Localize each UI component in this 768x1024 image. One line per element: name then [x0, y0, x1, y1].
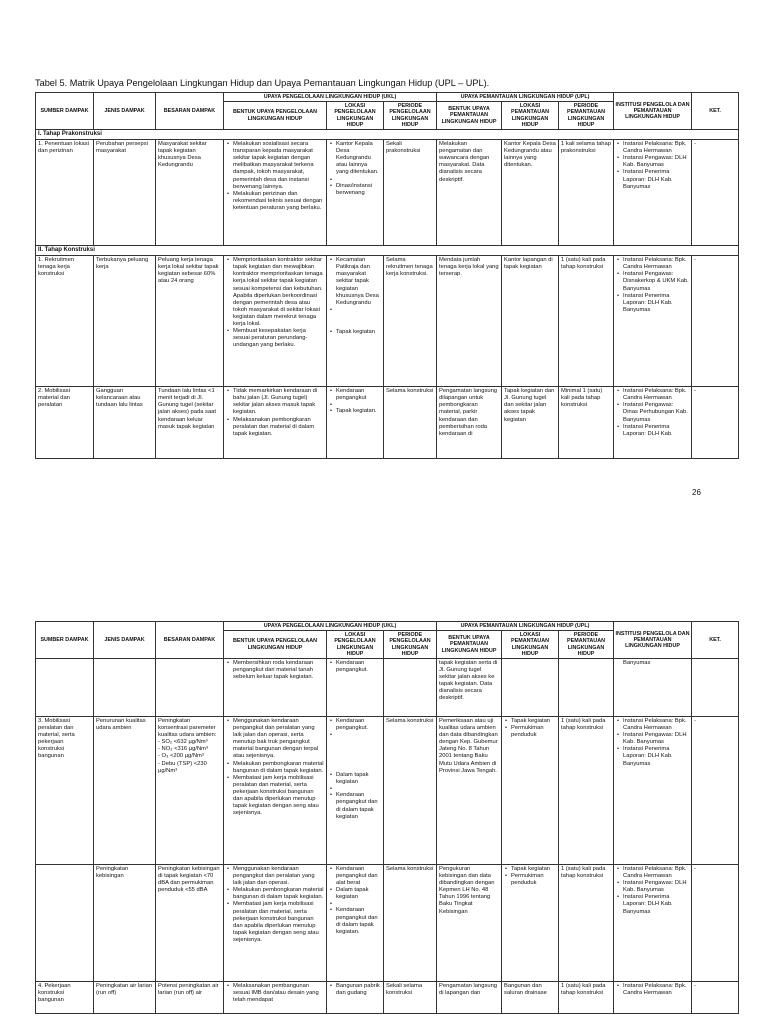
- list-item: • Instansi Pengawas: DLH Kab. Banyumas: [623, 880, 689, 894]
- cell-periode-ukl: Sekali prakonstruksi: [384, 140, 437, 246]
- cell-lokasi-ukl: [327, 717, 384, 865]
- section-row-konstruksi: [36, 246, 739, 256]
- cell-periode-ukl: Selama konstruksi: [384, 865, 437, 982]
- cell-ket: -: [692, 256, 739, 387]
- matrix-table-page-1: [35, 92, 739, 459]
- cell-besaran: Peluang kerja tenaga kerja lokal sekitar tapak kegiatan sebesar 60% atau 24 orang: [156, 256, 224, 387]
- list-item: • Membatasi jam kerja mobilisasi peralatan dan material, serta pekerjaan konstruksi bangunan dan apabila diperlukan menutup tapak kegiatan dengan seng atau sejenisnya.: [233, 775, 324, 818]
- header-lokasi-upl: LOKASI PEMANTAUAN LINGKUNGAN HIDUP: [502, 102, 559, 130]
- header-periode-ukl: PERIODE PENGELOLAAN LINGKUNGAN HIDUP: [384, 102, 437, 130]
- cell-sumber: 4. Pekerjaan konstruksi bangunan: [36, 982, 94, 1014]
- besaran-item: - NO₂ <316 µg/Nm³: [158, 746, 208, 753]
- list-item: • Instansi Penerima Laporan: DLH Kab. Banyumas: [623, 169, 689, 190]
- cell-institusi: [614, 140, 692, 246]
- page-number: 26: [692, 488, 701, 497]
- cell-lokasi-ukl: [327, 865, 384, 982]
- cell-jenis: Terbukanya peluang kerja: [94, 256, 156, 387]
- section-title: I. Tahap Prakonstruksi: [36, 130, 739, 140]
- cell-bentuk-ukl: [224, 982, 327, 1014]
- list-item: • Membatasi jam kerja mobilisasi peralatan dan material, serta pekerjaan konstruksi bangunan dan apabila diperlukan menutup tapak kegiatan dengan seng atau sejenisnya.: [233, 901, 324, 944]
- cell-periode-ukl: Selama konstruksi: [384, 387, 437, 459]
- header-institusi: INSTITUSI PENGELOLA DAN PEMANTAUAN LINGKUNGAN HIDUP: [614, 622, 692, 659]
- cell-besaran: [156, 659, 224, 717]
- cell-lokasi-upl: Bangunan dan saluran drainase: [502, 982, 559, 1014]
- header-ukl-group: UPAYA PENGELOLAAN LINGKUNGAN HIDUP (UKL): [224, 93, 437, 102]
- header-periode-upl: PERIODE PEMANTAUAN LINGKUNGAN HIDUP: [559, 102, 614, 130]
- cell-periode-upl: 1 kali selama tahap prakonstruksi: [559, 140, 614, 246]
- cell-besaran: [156, 717, 224, 865]
- list-item: • Instansi Pengawas: DLH Kab. Banyumas: [623, 155, 689, 169]
- header-jenis-dampak: JENIS DAMPAK: [94, 93, 156, 130]
- cell-lokasi-upl: [502, 865, 559, 982]
- list-item: • Tapak kegiatan: [511, 866, 556, 873]
- list-item: • Instansi Pengawas: DLH Kab. Banyumas: [623, 732, 689, 746]
- header-lokasi-ukl: LOKASI PENGELOLAAN LINGKUNGAN HIDUP: [327, 631, 384, 659]
- list-item: • Menggunakan kendaraan pengangkut dan peralatan yang laik jalan dan operasi.: [233, 866, 324, 887]
- cell-periode-ukl: Selama konstruksi: [384, 717, 437, 865]
- institusi-text: Banyumas: [623, 660, 651, 666]
- cell-bentuk-upl: Melakukan pengamatan dan wawancara dengan masyarakat. Data dianalisis secara deskriptif.: [437, 140, 502, 246]
- list-item: • Membuat kesepakatan kerja sesuai peraturan perundang-undangan yang berlaku.: [233, 328, 324, 349]
- cell-jenis: [94, 659, 156, 717]
- cell-lokasi-ukl: [327, 387, 384, 459]
- list-item: • Dalam tapak kegiatan: [336, 772, 381, 786]
- table-row: [36, 256, 739, 387]
- table-caption: Tabel 5. Matrik Upaya Pengelolaan Lingkungan Hidup dan Upaya Pemantauan Lingkungan Hidup (UPL – UPL).: [35, 78, 490, 88]
- list-item: • Membersihkan roda kendaraan pengangkut dari material tanah sebelum keluar tapak kegiatan.: [233, 660, 324, 681]
- list-item: • Instansi Pelaksana: Bpk. Candra Hermawan: [623, 718, 689, 732]
- cell-sumber: 3. Mobilisasi peralatan dan material, serta pekerjaan konstruksi bangunan: [36, 717, 94, 865]
- list-item: • Permukiman penduduk: [511, 873, 556, 887]
- list-item: • Melakukan sosialisasi secara transparan kepada masyarakat sekitar tapak kegiatan dengan melibatkan masyarakat terkena dampak, tokoh masyarakat, pemerintah desa dan instansi berwenang lainnya.: [233, 141, 324, 191]
- cell-besaran: Masyarakat sekitar tapak kegiatan khususnya Desa Kedungrandu: [156, 140, 224, 246]
- cell-bentuk-upl: tapak kegiatan serta di Jl. Gunung tugel sekitar jalan akses ke tapak kegiatan. Data dianalisis secara deskriptif.: [437, 659, 502, 717]
- header-lokasi-upl: LOKASI PEMANTAUAN LINGKUNGAN HIDUP: [502, 631, 559, 659]
- section-row-prakonstruksi: [36, 130, 739, 140]
- list-item: • Tapak kegiatan: [336, 329, 381, 336]
- list-item: • Kendaraan pengangkut.: [336, 718, 381, 732]
- list-item: • Melakukan pembongkaran material bangunan di dalam tapak kegiatan.: [233, 761, 324, 775]
- cell-bentuk-upl: Pemeriksaan atau uji kualitas udara ambien dan data dibandingkan dengan Kep. Gubemur Jateng No. 8 Tahun 2001 tentang Baku Mutu Udara Ambien di Provinsi Jawa Tengah.: [437, 717, 502, 865]
- cell-periode-upl: 1 (satu) kali pada tahap konstruksi: [559, 256, 614, 387]
- list-item: • Dalam tapak kegiatan: [336, 887, 381, 901]
- header-upl-group: UPAYA PEMANTAUAN LINGKUNGAN HIDUP (UPL): [437, 622, 614, 631]
- list-item: • Melakukan perizinan dan rekomendasi teknis sesuai dengan ketentuan peraturan yang berlaku.: [233, 191, 324, 212]
- cell-besaran: Tundaan lalu lintas <1 menit terjadi di Jl. Gunung tugel (sekitar jalan akses) pada saat kendaraan keluar masuk tapak kegiatan: [156, 387, 224, 459]
- cell-bentuk-upl: Mendata jumlah tenaga kerja lokal yang terserap.: [437, 256, 502, 387]
- list-item: • Kendaraan pengangkut.: [336, 660, 381, 674]
- list-item: • Instansi Pelaksana: Bpk. Candra Hermawan: [623, 141, 689, 155]
- cell-periode-upl: Minimal 1 (satu) kali pada tahap konstruksi: [559, 387, 614, 459]
- cell-periode-upl: 1 (satu) kali pada tahap konstruksi: [559, 717, 614, 865]
- header-bentuk-ukl: BENTUK UPAYA PENGELOLAAN LINGKUNGAN HIDUP: [224, 631, 327, 659]
- list-item: • Permukiman penduduk: [511, 725, 556, 739]
- cell-ket: -: [692, 717, 739, 865]
- list-item: • Kantor Kepala Desa Kedungrandu atau lainnya yang ditentukan.: [336, 141, 381, 176]
- cell-institusi: [614, 659, 692, 717]
- cell-jenis: Peningkatan air larian (run off): [94, 982, 156, 1014]
- cell-bentuk-ukl: [224, 256, 327, 387]
- header-periode-ukl: PERIODE PENGELOLAAN LINGKUNGAN HIDUP: [384, 631, 437, 659]
- header-periode-upl: PERIODE PEMANTAUAN LINGKUNGAN HIDUP: [559, 631, 614, 659]
- header-lokasi-ukl: LOKASI PENGELOLAAN LINGKUNGAN HIDUP: [327, 102, 384, 130]
- cell-ket: -: [692, 387, 739, 459]
- cell-jenis: Gangguan kelancaraan atau tundaan lalu lintas: [94, 387, 156, 459]
- cell-institusi: [614, 387, 692, 459]
- cell-jenis: Perubahan persepsi masyarakat: [94, 140, 156, 246]
- list-item: • Instansi Pelaksana: Bpk. Candra Hermawan: [623, 866, 689, 880]
- cell-institusi: [614, 256, 692, 387]
- header-upl-group: UPAYA PEMANTAUAN LINGKUNGAN HIDUP (UPL): [437, 93, 614, 102]
- header-institusi: INSTITUSI PENGELOLA DAN PEMANTAUAN LINGKUNGAN HIDUP: [614, 93, 692, 130]
- section-title: II. Tahap Konstruksi: [36, 246, 739, 256]
- cell-lokasi-upl: Kantor lapangan di tapak kegiatan: [502, 256, 559, 387]
- cell-sumber: [36, 659, 94, 717]
- cell-bentuk-upl: Pengamatan langsung dilapangan untuk pembongkaran material, parkir kendaraan dan pemberisihan roda kendaraan di: [437, 387, 502, 459]
- cell-bentuk-ukl: [224, 140, 327, 246]
- cell-bentuk-upl: Pengamatan langsung di lapangan dan: [437, 982, 502, 1014]
- cell-besaran: Potensi peningkatan air larian (run off) air: [156, 982, 224, 1014]
- cell-periode-upl: [559, 659, 614, 717]
- cell-lokasi-ukl: [327, 256, 384, 387]
- list-item: • Melakukan pembongkaran material bangunan di dalam tapak kegiatan.: [233, 887, 324, 901]
- header-bentuk-upl: BENTUK UPAYA PEMANTAUAN LINGKUNGAN HIDUP: [437, 102, 502, 130]
- spacer: [336, 732, 381, 772]
- header-besaran-dampak: BESARAN DAMPAK: [156, 622, 224, 659]
- cell-lokasi-ukl: [327, 659, 384, 717]
- cell-lokasi-ukl: [327, 982, 384, 1014]
- cell-periode-ukl: Selama rekruitmen tenaga kerja konstruksi.: [384, 256, 437, 387]
- cell-ket: -: [692, 140, 739, 246]
- header-bentuk-ukl: BENTUK UPAYA PENGELOLAAN LINGKUNGAN HIDUP: [224, 102, 327, 130]
- cell-institusi: [614, 717, 692, 865]
- list-item: • Bangunan pabrik dan gudang: [336, 983, 381, 997]
- table-row: [36, 387, 739, 459]
- besaran-item: - SO₂ <632 µg/Nm³: [158, 739, 208, 746]
- cell-besaran: Peningkatan kebisingan di tapak kegiatan <70 dBA dan permukiman penduduk <55 dBA: [156, 865, 224, 982]
- header-row-group: [36, 622, 739, 631]
- list-item: • Instansi Pengawas: Disnakerkop & UKM Kab. Banyumas: [623, 271, 689, 292]
- cell-sumber: 1. Rekruitmen tenaga kerja konstruksi: [36, 256, 94, 387]
- list-item: • Kecamatan Patikraja dan masyarakat sekitar tapak kegiatan khususnya Desa Kedungrandu: [336, 257, 381, 307]
- cell-jenis: Peningkatan kebisingan: [94, 865, 156, 982]
- header-sumber-dampak: SUMBER DAMPAK: [36, 622, 94, 659]
- list-item: • Instansi Penerima Laporan: DLH Kab.: [623, 424, 689, 438]
- list-item: • Melaksanakan pembangunan sesuai IMB dan/atau desain yang telah mendapat: [233, 983, 324, 1004]
- list-item: • Instansi Pelaksana: Bpk. Candra Hermawan: [623, 388, 689, 402]
- cell-bentuk-upl: Pengukuran kebisingan dan data dibandingkan dengan Kepmen LH No. 48 Tahun 1996 tentang Baku Tingkat Kebisingan: [437, 865, 502, 982]
- cell-periode-upl: 1 (satu) kali pada tahap konstruksi: [559, 865, 614, 982]
- cell-ket: -: [692, 982, 739, 1014]
- header-ket: KET.: [692, 622, 739, 659]
- table-row: [36, 140, 739, 246]
- list-item: • Kendaraan pengangkut dan di dalam tapak kegiatan: [336, 792, 381, 820]
- list-item: • Tidak memarkirkan kendaraan di bahu jalan (Jl. Gunung tugel) sekitar jalan akses masuk tapak kegiatan.: [233, 388, 324, 416]
- cell-sumber: [36, 865, 94, 982]
- besaran-intro: Peningkatan konsentrasi paremeter kualitas udara ambien:: [158, 718, 217, 739]
- list-item: • Dinas/instansi berwenang: [336, 183, 381, 197]
- table-row: [36, 982, 739, 1014]
- cell-lokasi-upl: Tapak kegiatan dan Jl. Gunung tugel dan sekitar jalan akses tapak kegiatan: [502, 387, 559, 459]
- list-item: • Instansi Pelaksana: Bpk. Candra Hermawan: [623, 983, 689, 997]
- list-item: • Instansi Penerima Laporan: DLH Kab. Banyumas: [623, 293, 689, 314]
- cell-sumber: 2. Mobilisasi material dan peralatan: [36, 387, 94, 459]
- header-sumber-dampak: SUMBER DAMPAK: [36, 93, 94, 130]
- list-item: • Tapak kegiatan.: [336, 408, 381, 415]
- header-ukl-group: UPAYA PENGELOLAAN LINGKUNGAN HIDUP (UKL): [224, 622, 437, 631]
- cell-jenis: Penurunan kualitas udara ambien: [94, 717, 156, 865]
- header-bentuk-upl: BENTUK UPAYA PEMANTAUAN LINGKUNGAN HIDUP: [437, 631, 502, 659]
- cell-sumber: 1. Penentuan lokasi dan perizinan: [36, 140, 94, 246]
- list-item: • Instansi Pengawas: Dinas Perhubungan Kab. Banyumas: [623, 402, 689, 423]
- cell-lokasi-upl: [502, 659, 559, 717]
- matrix-table-page-2: [35, 621, 739, 1014]
- list-item: • Kendaraan pengangkut dan di dalam tapak kegiatan.: [336, 907, 381, 935]
- list-item: • Memprioritaskan kontraktor sekitar tapak kegiatan dan mewajibkan kontraktor memprioritaskan tenaga kerja lokal sekitar tapak kegiatan sesuai kompetensi dan kebutuhan. Apabila diperlukan berkoordinasi dengan pemerintah desa atau tokoh masyarakat di sekitar lokasi kegiatan dalam merekrut tenaga kerja lokal.: [233, 257, 324, 328]
- table-row: [36, 865, 739, 982]
- header-row-group: [36, 93, 739, 102]
- list-item: • Melaksanakan pembongkaran peralatan dan material di dalam tapak kegiatan.: [233, 417, 324, 438]
- cell-ket: -: [692, 865, 739, 982]
- besaran-item: - Debu (TSP) <230 µg/Nm³: [158, 760, 207, 774]
- cell-lokasi-upl: [502, 717, 559, 865]
- spacer: [336, 307, 381, 329]
- list-item: • Tapak kegiatan: [511, 718, 556, 725]
- cell-ket: [692, 659, 739, 717]
- besaran-item: - O₃ <200 µg/Nm³: [158, 753, 204, 760]
- table-row-continued: [36, 659, 739, 717]
- cell-bentuk-ukl: [224, 865, 327, 982]
- list-item: • Instansi Pelaksana: Bpk. Candra Hermawan: [623, 257, 689, 271]
- list-item: • Instansi Penerima Laporan: DLH Kab. Banyumas: [623, 894, 689, 915]
- list-item: • Menggunakan kendaraan pengangkut dan peralatan yang laik jalan dan operasi, serta menutup bak truk pengangkut material bangunan dengan terpal atau sejenisnya.: [233, 718, 324, 761]
- table-row: [36, 717, 739, 865]
- cell-lokasi-ukl: [327, 140, 384, 246]
- cell-bentuk-ukl: [224, 387, 327, 459]
- cell-periode-ukl: Sekali selama konstruksi: [384, 982, 437, 1014]
- header-ket: KET.: [692, 93, 739, 130]
- list-item: • Kendaraan pengangkut dan alat berat: [336, 866, 381, 887]
- cell-bentuk-ukl: [224, 659, 327, 717]
- header-besaran-dampak: BESARAN DAMPAK: [156, 93, 224, 130]
- cell-periode-upl: 1 (satu) kali pada tahap konstruksi: [559, 982, 614, 1014]
- list-item: • Instansi Penerima Laporan: DLH Kab. Banyumas: [623, 746, 689, 767]
- cell-institusi: [614, 982, 692, 1014]
- cell-bentuk-ukl: [224, 717, 327, 865]
- list-item: • Kendaraan pengangkut: [336, 388, 381, 402]
- header-jenis-dampak: JENIS DAMPAK: [94, 622, 156, 659]
- cell-lokasi-upl: Kantor Kepala Desa Kedungrandu atau lainnya yang ditentukan.: [502, 140, 559, 246]
- cell-institusi: [614, 865, 692, 982]
- cell-periode-ukl: [384, 659, 437, 717]
